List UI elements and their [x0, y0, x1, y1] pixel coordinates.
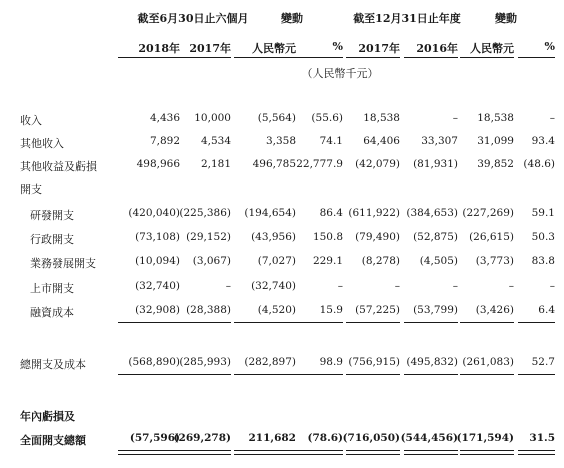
double-rule-bottom [296, 454, 343, 455]
double-rule-bottom [518, 454, 555, 455]
total-rule [296, 374, 343, 375]
cell-value: – [225, 280, 231, 292]
loss-value: (716,050) [342, 432, 400, 444]
column-header-rule [346, 57, 400, 58]
cell-value: (225,386) [179, 207, 231, 219]
loss-value: (544,456) [400, 432, 458, 444]
cell-value: (79,490) [355, 231, 400, 243]
cell-value: 229.1 [312, 255, 343, 267]
cell-value: (3,426) [475, 304, 514, 316]
cell-value: (28,388) [186, 304, 231, 316]
cell-value: (26,615) [469, 231, 514, 243]
cell-value: 74.1 [319, 135, 343, 147]
cell-value: 15.9 [319, 304, 343, 316]
total-value: (282,897) [244, 356, 296, 368]
total-rule [460, 374, 514, 375]
cell-value: (4,520) [257, 304, 296, 316]
double-rule-top [460, 450, 514, 451]
cell-value: (43,956) [251, 231, 296, 243]
cell-value: 22,777.9 [296, 158, 343, 170]
cell-value: (10,094) [135, 255, 180, 267]
cell-value: 93.4 [531, 135, 555, 147]
cell-value: (611,922) [348, 207, 400, 219]
row-label: 行政開支 [30, 233, 74, 246]
total-value: 52.7 [531, 356, 555, 368]
double-rule-bottom [404, 454, 458, 455]
column-header-rule [179, 57, 231, 58]
column-header: % [332, 40, 343, 53]
cell-value: (3,067) [192, 255, 231, 267]
subtotal-rule [179, 322, 231, 323]
total-value: (261,083) [462, 356, 514, 368]
column-header-rule [518, 57, 555, 58]
double-rule-top [179, 450, 231, 451]
cell-value: (227,269) [462, 207, 514, 219]
column-header: 人民幣元 [470, 42, 514, 55]
subtotal-rule [296, 322, 343, 323]
cell-value: (57,225) [355, 304, 400, 316]
total-value: 98.9 [319, 356, 343, 368]
cell-value: (81,931) [413, 158, 458, 170]
column-header-rule [234, 57, 296, 58]
cell-value: 7,892 [149, 135, 180, 147]
cell-value: (7,027) [257, 255, 296, 267]
total-value: (756,915) [348, 356, 400, 368]
total-rule [404, 374, 458, 375]
subtotal-rule [234, 322, 296, 323]
subtotal-rule [118, 322, 180, 323]
loss-value: (269,278) [173, 432, 231, 444]
cell-value: (8,278) [361, 255, 400, 267]
cell-value: 496,785 [252, 158, 296, 170]
row-label: 開支 [20, 183, 42, 196]
cell-value: (384,653) [406, 207, 458, 219]
loss-value: (78.6) [307, 432, 343, 444]
cell-value: 4,534 [200, 135, 231, 147]
double-rule-top [234, 450, 296, 451]
loss-value: 31.5 [529, 432, 555, 444]
total-rule [346, 374, 400, 375]
header-year-end: 截至12月31日止年度 [353, 12, 461, 25]
cell-value: (29,152) [186, 231, 231, 243]
loss-value: (171,594) [456, 432, 514, 444]
total-rule [234, 374, 296, 375]
double-rule-bottom [460, 454, 514, 455]
row-label: 其他收益及虧損 [20, 160, 97, 173]
cell-value: (53,799) [413, 304, 458, 316]
unit-label: （人民幣千元） [301, 67, 379, 80]
cell-value: 86.4 [319, 207, 343, 219]
subtotal-rule [518, 322, 555, 323]
cell-value: 83.8 [531, 255, 555, 267]
cell-value: (32,740) [135, 280, 180, 292]
cell-value: (194,654) [244, 207, 296, 219]
cell-value: – [549, 280, 555, 292]
cell-value: 33,307 [421, 135, 458, 147]
cell-value: 50.3 [531, 231, 555, 243]
cell-value: (48.6) [523, 158, 555, 170]
cell-value: 6.4 [538, 304, 555, 316]
column-header: 2016年 [416, 42, 458, 55]
total-value: (285,993) [179, 356, 231, 368]
double-rule-bottom [179, 454, 231, 455]
row-label: 其他收入 [20, 137, 64, 150]
row-label: 業務發展開支 [30, 257, 96, 270]
cell-value: 18,538 [363, 112, 400, 124]
cell-value: – [508, 280, 514, 292]
column-header: 人民幣元 [252, 42, 296, 55]
cell-value: (32,740) [251, 280, 296, 292]
cell-value: (73,108) [135, 231, 180, 243]
column-header: 2017年 [358, 42, 400, 55]
cell-value: 2,181 [200, 158, 231, 170]
double-rule-top [404, 450, 458, 451]
loss-value: (57,596) [129, 432, 180, 444]
column-header-rule [296, 57, 343, 58]
cell-value: – [394, 280, 400, 292]
cell-value: – [337, 280, 343, 292]
cell-value: (4,505) [419, 255, 458, 267]
column-header-rule [460, 57, 514, 58]
cell-value: (5,564) [257, 112, 296, 124]
subtotal-rule [460, 322, 514, 323]
double-rule-top [518, 450, 555, 451]
cell-value: 4,436 [149, 112, 180, 124]
header-six-months: 截至6月30日止六個月 [137, 12, 249, 25]
cell-value: 39,852 [477, 158, 514, 170]
cell-value: (55.6) [311, 112, 343, 124]
loss-label-2: 全面開支總額 [20, 434, 86, 447]
double-rule-top [346, 450, 400, 451]
cell-value: 10,000 [194, 112, 231, 124]
cell-value: 64,406 [363, 135, 400, 147]
total-rule [518, 374, 555, 375]
subtotal-rule [346, 322, 400, 323]
row-label: 收入 [20, 114, 42, 127]
cell-value: (42,079) [355, 158, 400, 170]
double-rule-top [296, 450, 343, 451]
loss-value: 211,682 [248, 432, 296, 444]
cell-value: – [549, 112, 555, 124]
double-rule-bottom [234, 454, 296, 455]
column-header-rule [118, 57, 180, 58]
row-label: 研發開支 [30, 209, 74, 222]
row-label: 融資成本 [30, 306, 74, 319]
total-rule [118, 374, 180, 375]
total-label: 總開支及成本 [20, 358, 86, 371]
cell-value: 3,358 [265, 135, 296, 147]
cell-value: (420,040) [128, 207, 180, 219]
cell-value: – [452, 112, 458, 124]
double-rule-bottom [346, 454, 400, 455]
total-rule [179, 374, 231, 375]
double-rule-top [118, 450, 180, 451]
cell-value: 18,538 [477, 112, 514, 124]
header-change-1: 變動 [281, 12, 303, 25]
cell-value: – [452, 280, 458, 292]
cell-value: 150.8 [312, 231, 343, 243]
cell-value: (32,908) [135, 304, 180, 316]
column-header: 2017年 [189, 42, 231, 55]
loss-label-1: 年內虧損及 [20, 410, 75, 423]
subtotal-rule [404, 322, 458, 323]
header-change-2: 變動 [495, 12, 517, 25]
row-label: 上市開支 [30, 282, 74, 295]
cell-value: 498,966 [136, 158, 180, 170]
column-header: 2018年 [138, 42, 180, 55]
column-header: % [544, 40, 555, 53]
total-value: (568,890) [128, 356, 180, 368]
cell-value: (52,875) [413, 231, 458, 243]
cell-value: (3,773) [475, 255, 514, 267]
double-rule-bottom [118, 454, 180, 455]
total-value: (495,832) [406, 356, 458, 368]
cell-value: 59.1 [531, 207, 555, 219]
cell-value: 31,099 [477, 135, 514, 147]
column-header-rule [404, 57, 458, 58]
